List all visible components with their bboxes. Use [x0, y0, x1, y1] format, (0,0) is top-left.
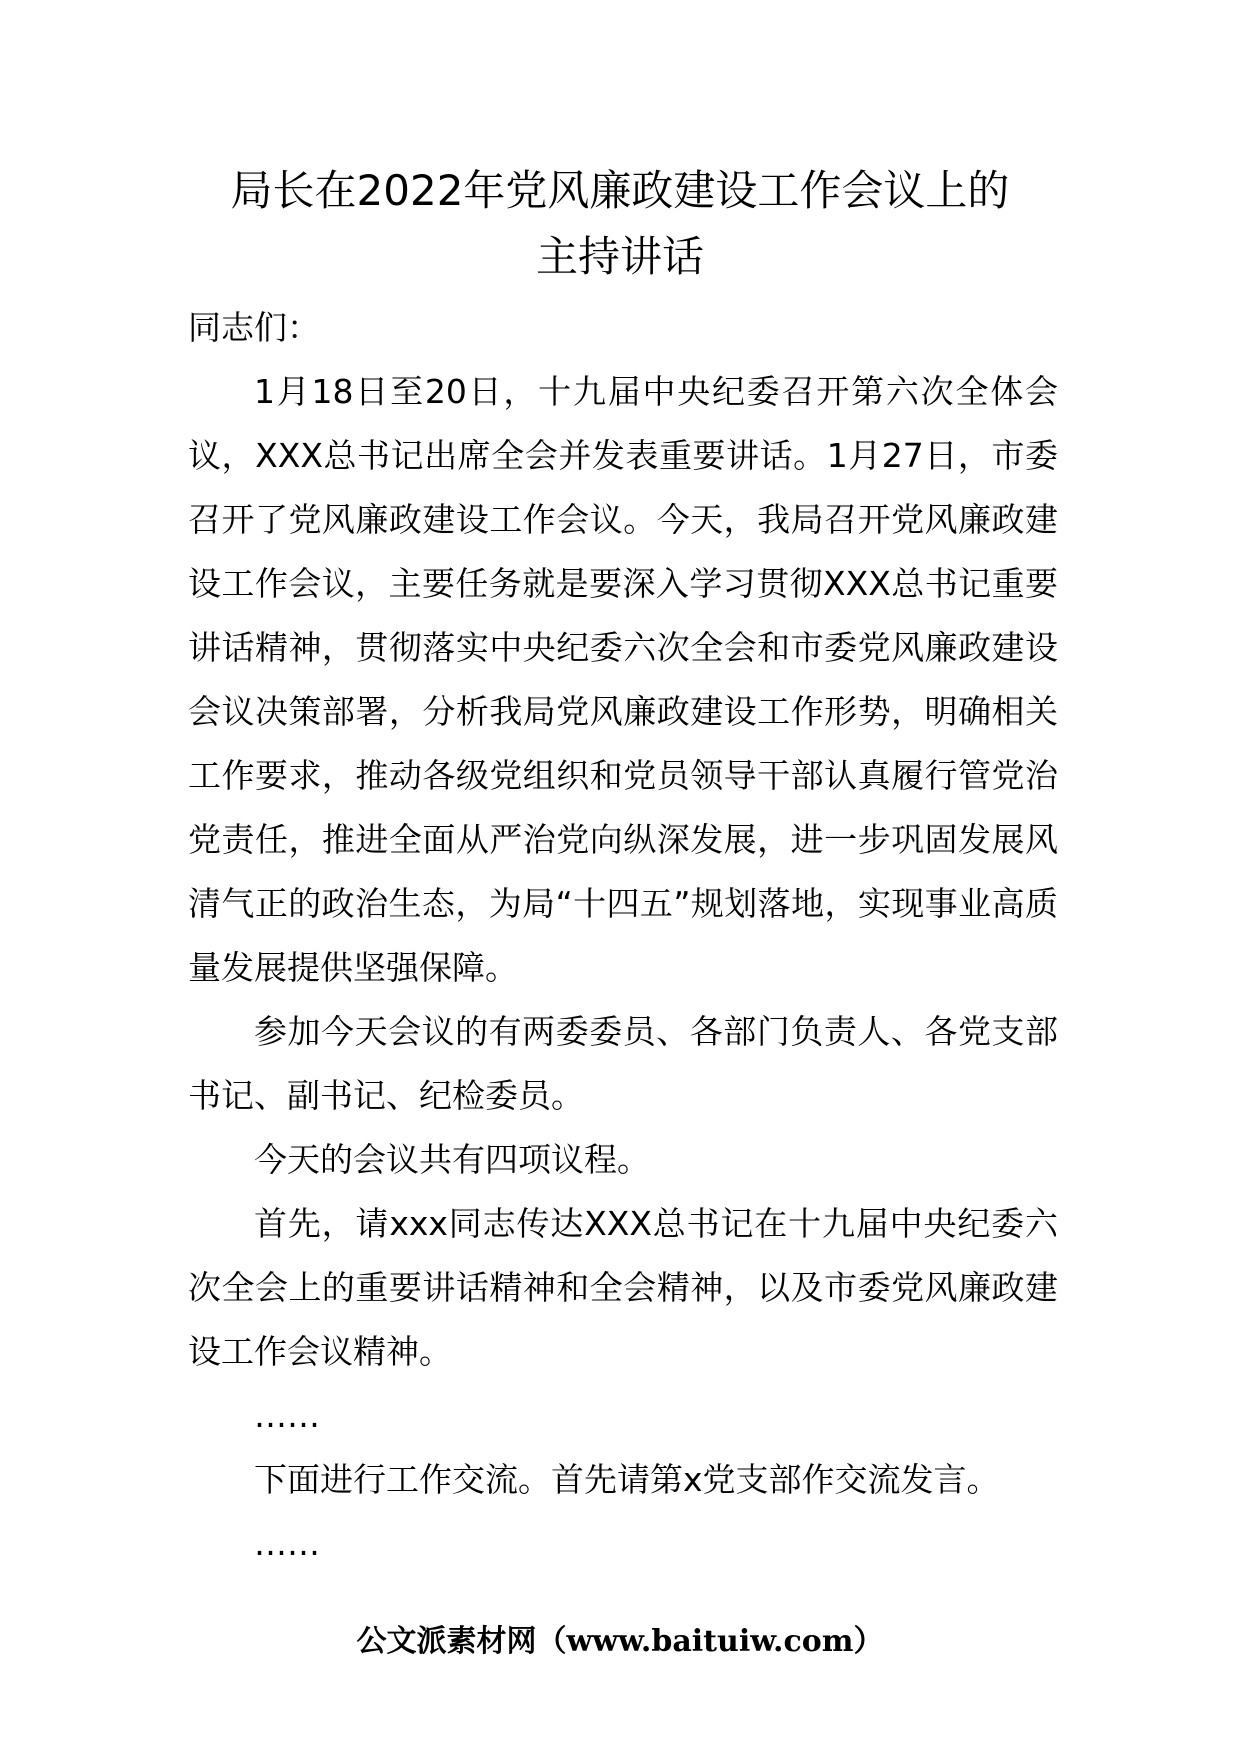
salutation: 同志们： — [188, 308, 320, 347]
paragraph-agenda: 今天的会议共有四项议程。 — [254, 1140, 650, 1179]
title-line-1: 局长在2022年党风廉政建设工作会议上的 — [230, 166, 1010, 215]
ellipsis-2: …… — [254, 1524, 320, 1563]
paragraph-attendees: 参加今天会议的有两委委员、各部门负责人、各党支部书记、副书记、纪检委员。 — [188, 1012, 1058, 1115]
paragraph-exchange: 下面进行工作交流。首先请第x党支部作交流发言。 — [254, 1460, 1000, 1499]
title-line-2: 主持讲话 — [535, 232, 704, 281]
ellipsis-1: …… — [254, 1396, 320, 1435]
document-title — [150, 158, 1090, 290]
footer-watermark: 公文派素材网（www.baituiw.com） — [356, 1624, 884, 1659]
paragraph-opening: 1月18日至20日，十九届中央纪委召开第六次全体会议，XXX总书记出席全会并发表重要讲话。1月27日，市委召开了党风廉政建设工作会议。今天，我局召开党风廉政建设工作会议，主要任务就是要深入学习贯彻XXX总书记重要讲话精神，贯彻落实中央纪委六次全会和市委党风廉政建设会议决策部署，分析我局党风廉政建设工作形势，明确相关工作要求，推动各级党组织和党员领导干部认真履行管党治党责任，推进全面从严治党向纵深发展，进一步巩固发展风清气正的政治生态，为局“十四五”规划落地，实现事业高质量发展提供坚强保障。 — [188, 372, 1058, 987]
document-body — [188, 296, 1058, 1576]
paragraph-first-item: 首先，请xxx同志传达XXX总书记在十九届中央纪委六次全会上的重要讲话精神和全会精神，以及市委党风廉政建设工作会议精神。 — [188, 1204, 1058, 1371]
